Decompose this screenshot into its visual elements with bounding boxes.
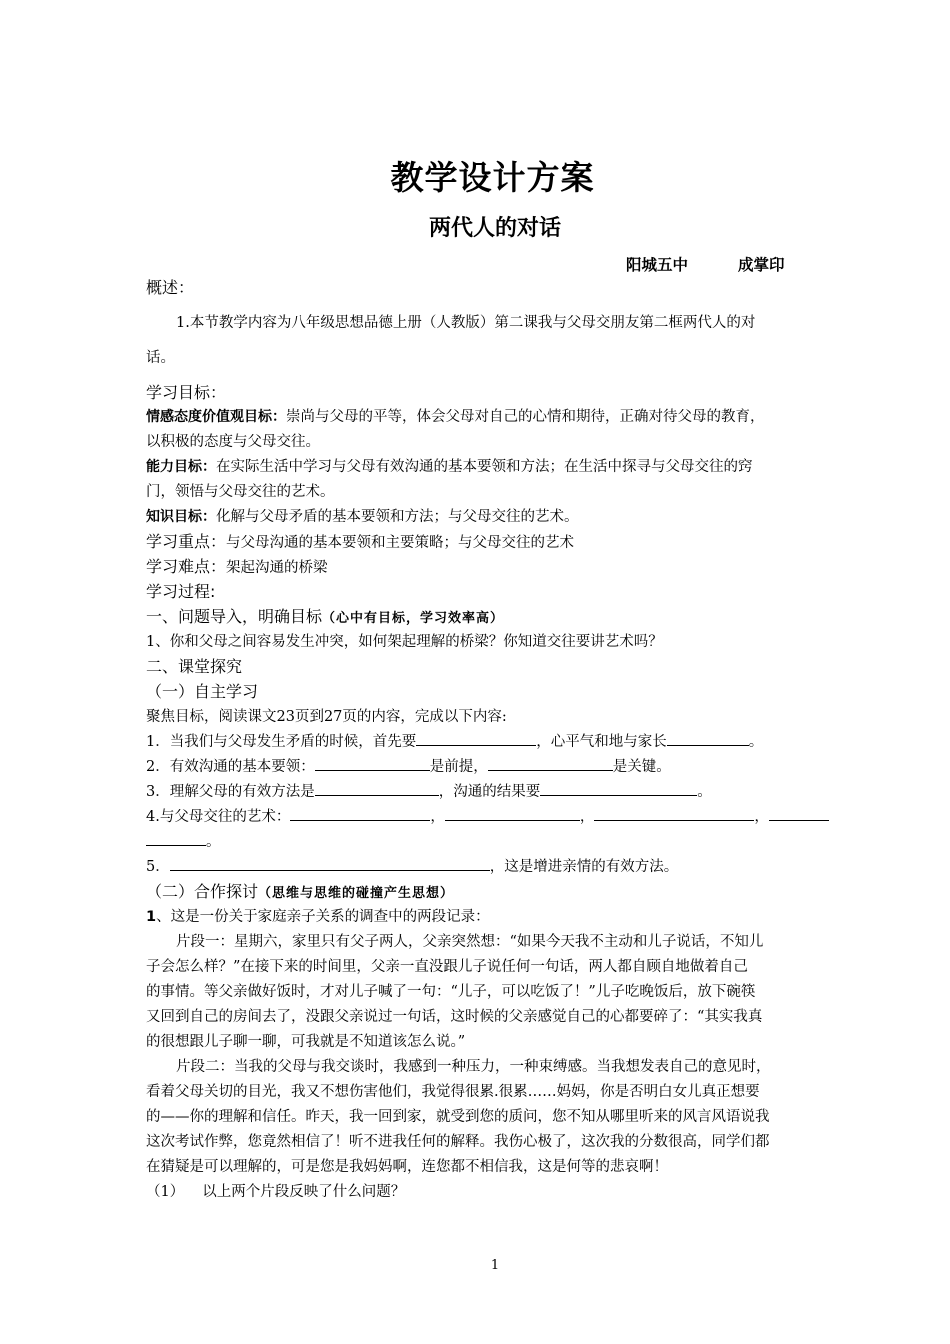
overview-paragraph-line1: 1.本节教学内容为八年级思想品德上册（人教版）第二课我与父母交朋友第二框两代人的对 bbox=[176, 315, 756, 331]
blank-5a[interactable] bbox=[170, 855, 490, 871]
fragment1-line2: 子会怎么样？”在接下来的时间里，父亲一直没跟儿子说任何一句话，两人都自顾自地做着自己 bbox=[146, 959, 748, 975]
goal-difficulty bbox=[146, 555, 850, 580]
process-heading: 学习过程: bbox=[146, 582, 216, 601]
fill-item-5-text-b: ，这是增进亲情的有效方法。 bbox=[489, 859, 679, 875]
sub2-title: （二）合作探讨 bbox=[146, 882, 259, 901]
fragment2-line3: 的——你的理解和信任。昨天，我一回到家，就受到您的质问，您不知从哪里听来的风言风语说我 bbox=[146, 1109, 770, 1125]
goal-ability-label: 能力目标： bbox=[146, 459, 216, 475]
goal-emotion-line2: 以积极的态度与父母交往。 bbox=[146, 434, 320, 450]
blank-3b[interactable] bbox=[540, 780, 697, 796]
section1-heading bbox=[146, 605, 850, 631]
overview-heading: 概述： bbox=[146, 278, 195, 297]
fill-item-4-comma-3: ， bbox=[754, 809, 769, 825]
fill-item-4-comma-1: ， bbox=[430, 809, 445, 825]
page-title: 教学设计方案 bbox=[390, 158, 595, 197]
fill-item-4-continued bbox=[146, 830, 850, 854]
sub2-note: （思维与思维的碰撞产生思想） bbox=[258, 886, 455, 901]
case-intro-text: 、这是一份关于家庭亲子关系的调查中的两段记录： bbox=[156, 909, 490, 925]
blank-4e[interactable] bbox=[146, 830, 206, 846]
blank-3a[interactable] bbox=[315, 780, 439, 796]
fill-item-1-text-b: ，心平气和地与家长 bbox=[536, 734, 667, 750]
goal-ability-line1 bbox=[146, 455, 850, 479]
goal-ability-text: 在实际生活中学习与父母有效沟通的基本要领和方法；在生活中探寻与父母交往的窍 bbox=[216, 459, 753, 475]
goal-emotion-line1 bbox=[146, 405, 850, 429]
fill-item-5-text-a: 5． bbox=[146, 859, 170, 875]
section1-title: 一、问题导入，明确目标 bbox=[146, 607, 323, 626]
fill-item-5 bbox=[146, 855, 850, 879]
fill-item-3 bbox=[146, 780, 850, 804]
blank-4d[interactable] bbox=[769, 805, 829, 821]
author-line bbox=[626, 253, 785, 275]
fill-item-1 bbox=[146, 730, 850, 754]
fill-item-3-text-c: 。 bbox=[697, 784, 712, 800]
fill-item-3-text-b: ，沟通的结果要 bbox=[438, 784, 541, 800]
blank-1b[interactable] bbox=[667, 730, 749, 746]
fill-item-1-text-c: 。 bbox=[748, 734, 764, 750]
goal-key-text: 与父母沟通的基本要领和主要策略；与父母交往的艺术 bbox=[226, 535, 575, 551]
question-1-num: （1） bbox=[146, 1184, 185, 1200]
sub2-heading bbox=[146, 880, 850, 906]
fragment1-line5: 的很想跟儿子聊一聊，可我就是不知道该怎么说。” bbox=[146, 1034, 466, 1050]
goal-knowledge-label: 知识目标： bbox=[146, 509, 216, 525]
goal-emotion-text: 崇尚与父母的平等，体会父母对自己的心情和期待，正确对待父母的教育， bbox=[286, 409, 765, 425]
goal-knowledge bbox=[146, 505, 850, 529]
fragment2-line2: 看着父母关切的目光，我又不想伤害他们，我觉得很累.很累……妈妈，你是否明白女儿真正想要 bbox=[146, 1084, 760, 1100]
fragment1-line3: 的事情。等父亲做好饭时，才对儿子喊了一句：“儿子，可以吃饭了！”儿子吃晚饭后，放下碗筷 bbox=[146, 984, 756, 1000]
blank-2a[interactable] bbox=[315, 755, 430, 771]
section1-question: 1、你和父母之间容易发生冲突，如何架起理解的桥梁？你知道交往要讲艺术吗？ bbox=[146, 634, 663, 650]
goal-knowledge-text: 化解与父母矛盾的基本要领和方法；与父母交往的艺术。 bbox=[216, 509, 579, 525]
fill-item-3-text-a: 3．理解父母的有效方法是 bbox=[146, 784, 315, 800]
fill-item-2 bbox=[146, 755, 850, 779]
section1-note: （心中有目标，学习效率高） bbox=[322, 611, 505, 626]
fragment1-line4: 又回到自己的房间去了，没跟父亲说过一句话，这时候的父亲感觉自己的心都要碎了：“其实我真 bbox=[146, 1009, 763, 1025]
case-intro-num: 1 bbox=[146, 909, 157, 925]
goal-difficulty-text: 架起沟通的桥梁 bbox=[226, 560, 328, 576]
fill-item-4-end: 。 bbox=[206, 834, 221, 850]
blank-2b[interactable] bbox=[488, 755, 613, 771]
question-1-text: 以上两个片段反映了什么问题？ bbox=[202, 1184, 406, 1200]
sub1-intro: 聚焦目标，阅读课文23页到27页的内容，完成以下内容: bbox=[146, 709, 507, 725]
goal-difficulty-label: 学习难点： bbox=[146, 557, 227, 576]
fragment2-line4: 这次考试作弊，您竟然相信了！听不进我任何的解释。我伤心极了，这次我的分数很高，同学们都 bbox=[146, 1134, 770, 1150]
fill-item-2-text-c: 是关键。 bbox=[612, 759, 671, 775]
overview-paragraph-line2: 话。 bbox=[146, 350, 175, 366]
question-1 bbox=[146, 1180, 850, 1204]
author-name: 成掌印 bbox=[738, 256, 785, 274]
fragment2-line5: 在猜疑是可以理解的，可是您是我妈妈啊，连您都不相信我，这是何等的悲哀啊！ bbox=[146, 1159, 668, 1175]
goal-key-label: 学习重点： bbox=[146, 532, 227, 551]
fill-item-2-text-b: 是前提， bbox=[429, 759, 488, 775]
goal-ability-line2: 门，领悟与父母交往的艺术。 bbox=[146, 484, 335, 500]
goals-heading: 学习目标： bbox=[146, 383, 227, 402]
blank-4a[interactable] bbox=[290, 805, 430, 821]
fill-item-1-text-a: 1．当我们与父母发生矛盾的时候，首先要 bbox=[146, 734, 417, 750]
sub1-heading: （一）自主学习 bbox=[146, 682, 259, 701]
fill-item-2-text-a: 2．有效沟通的基本要领： bbox=[146, 759, 315, 775]
blank-4b[interactable] bbox=[445, 805, 580, 821]
blank-4c[interactable] bbox=[594, 805, 754, 821]
blank-1a[interactable] bbox=[416, 730, 536, 746]
fragment2-line1: 片段二：当我的父母与我交谈时，我感到一种压力，一种束缚感。当我想发表自己的意见时， bbox=[176, 1059, 771, 1075]
fragment1-line1: 片段一：星期六，家里只有父子两人，父亲突然想：“如果今天我不主动和儿子说话，不知儿 bbox=[176, 934, 764, 950]
page-number: 1 bbox=[490, 1258, 500, 1273]
section2-heading: 二、课堂探究 bbox=[146, 657, 243, 676]
author-school: 阳城五中 bbox=[626, 256, 689, 274]
fill-item-4-text-a: 4.与父母交往的艺术： bbox=[146, 809, 291, 825]
case-intro bbox=[146, 905, 850, 929]
fill-item-4 bbox=[146, 805, 850, 829]
goal-key-point bbox=[146, 530, 850, 555]
goal-emotion-label: 情感态度价值观目标： bbox=[146, 409, 286, 425]
page-subtitle: 两代人的对话 bbox=[428, 216, 561, 241]
fill-item-4-comma-2: ， bbox=[579, 809, 595, 825]
